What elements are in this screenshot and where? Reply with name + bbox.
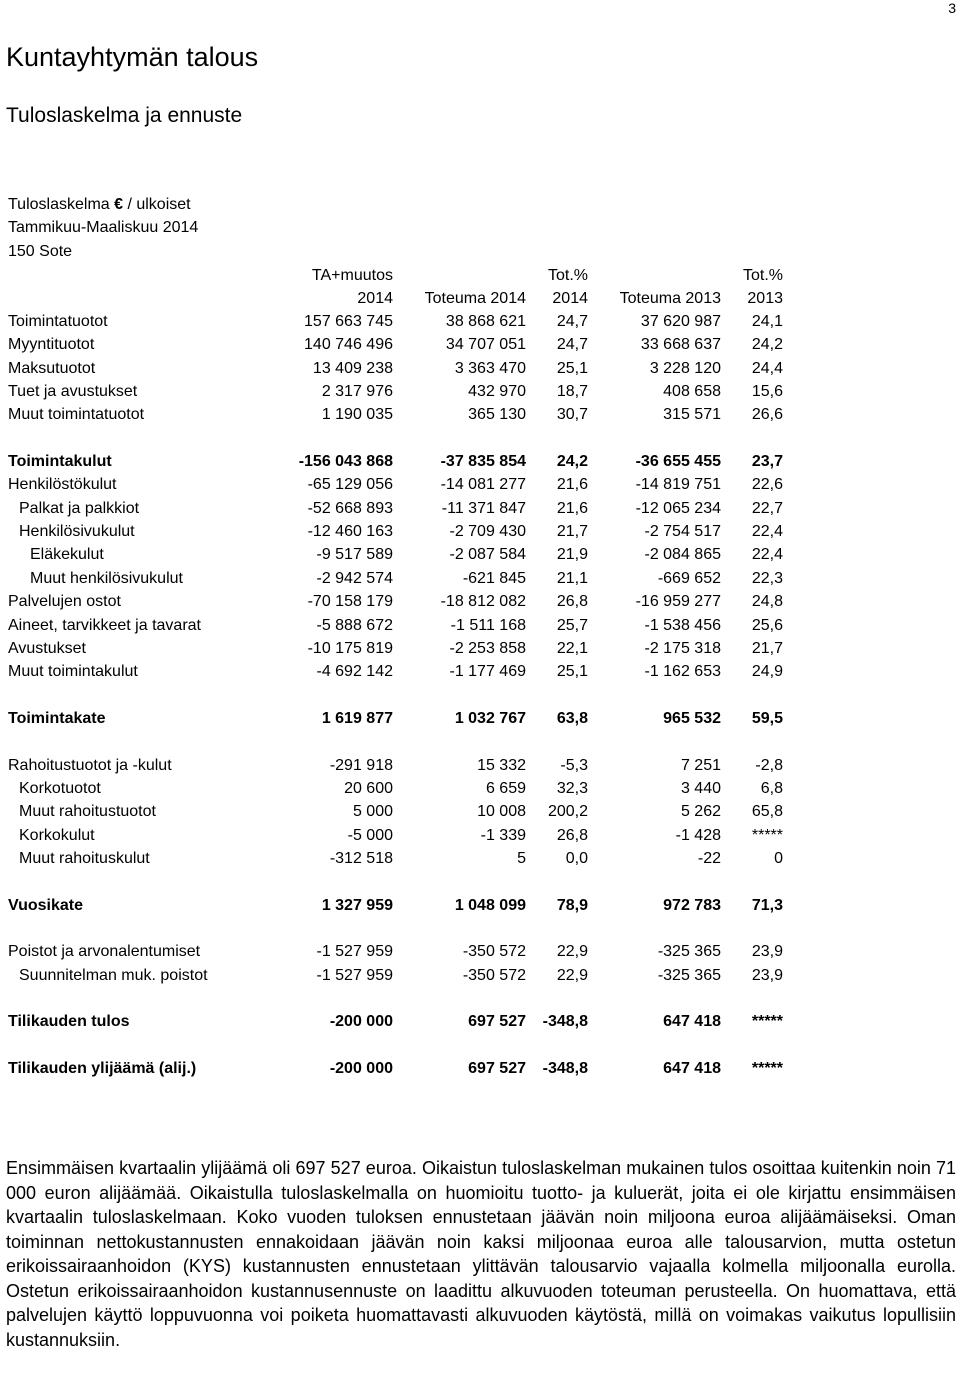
row-value: 7 251 — [680, 757, 721, 774]
row-value: 26,8 — [556, 827, 588, 844]
row-value: -1 428 — [675, 827, 721, 844]
table-row — [0, 847, 960, 870]
row-value: -37 835 854 — [440, 453, 526, 470]
row-value: 59,5 — [751, 710, 783, 727]
row-value: -11 371 847 — [441, 500, 526, 517]
row-value: -325 365 — [657, 943, 721, 960]
row-value: 3 228 120 — [649, 360, 721, 377]
row-value: 647 418 — [663, 1013, 721, 1030]
table-row — [0, 520, 960, 543]
row-label: Myyntituotot — [8, 336, 95, 353]
row-value: 37 620 987 — [640, 313, 721, 330]
row-value: 157 663 745 — [304, 313, 393, 330]
row-label: Tilikauden ylijäämä (alij.) — [8, 1060, 197, 1077]
row-label: Palkat ja palkkiot — [19, 500, 140, 517]
row-value: -2 754 517 — [644, 523, 721, 540]
row-value: 24,4 — [751, 360, 783, 377]
row-value: 5 262 — [680, 803, 721, 820]
row-value: 408 658 — [663, 383, 721, 400]
narrative-text: Ensimmäisen kvartaalin ylijäämä oli 697 527 euroa. Oikaistun tuloslaskelman mukainen tulos osoittaa kuitenkin noin 71 000 euron alijäämää. Oikaistulla tuloslaskelmalla on huomioitu tuotto- ja kuluerät, joita ei ole kirjattu ensimmäisen kvartaalin tuloslaskelmaan. Koko vuoden tuloksen ennustetaan jäävän noin miljoona euroa alijäämäiseksi. Oman toiminnan nettokustannusten ennakoidaan jäävän noin kaksi miljoonaa euroa alle talousarvion, mutta ostetun erikoissairaanhoidon (KYS) kustannusten ennustetaan ylittävän talousarvio vajaalla kolmella miljoonalla eurolla. Ostetun erikoissairaanhoidon kustannusennuste on laadittu alkuvuoden toteuman perusteella. On huomattava, että palvelujen käyttö loppuvuonna voi poiketa huomattavasti alkuvuoden käytöstä, millä on voimakas vaikutus lopullisiin kustannuksiin. — [6, 1158, 956, 1350]
row-value: -5 888 672 — [316, 617, 393, 634]
table-row — [0, 543, 960, 566]
table-row — [0, 380, 960, 403]
row-value: 200,2 — [547, 803, 588, 820]
table-row — [0, 567, 960, 590]
euro-icon: € — [114, 196, 124, 213]
row-value: -2 084 865 — [644, 546, 721, 563]
row-value: -2 942 574 — [316, 570, 393, 587]
row-value: 2 317 976 — [321, 383, 393, 400]
row-value: 38 868 621 — [445, 313, 526, 330]
row-value: 22,6 — [751, 476, 783, 493]
row-value: 24,7 — [556, 336, 588, 353]
table-row — [0, 824, 960, 847]
row-value: 0,0 — [565, 850, 588, 867]
column-header: 2014 — [357, 290, 393, 307]
row-value: 22,4 — [751, 523, 783, 540]
row-value: 26,8 — [556, 593, 588, 610]
row-value: 26,6 — [751, 406, 783, 423]
row-value: 6,8 — [760, 780, 783, 797]
row-value: 23,9 — [751, 967, 783, 984]
table-row — [0, 473, 960, 496]
table-row — [0, 357, 960, 380]
row-label: Suunnitelman muk. poistot — [19, 967, 208, 984]
row-value: 24,9 — [751, 663, 783, 680]
row-value: 24,2 — [556, 453, 588, 470]
row-value: 972 783 — [663, 897, 721, 914]
table-row — [0, 403, 960, 426]
table-row — [0, 800, 960, 823]
row-value: 25,7 — [556, 617, 588, 634]
row-value: -16 959 277 — [635, 593, 721, 610]
row-value: 78,9 — [556, 897, 588, 914]
row-label: Muut toimintatuotot — [8, 406, 145, 423]
row-value: -70 158 179 — [307, 593, 393, 610]
column-header: Tot.% — [742, 267, 783, 284]
row-value: 3 363 470 — [454, 360, 526, 377]
row-value: -348,8 — [542, 1060, 588, 1077]
row-value: 24,1 — [751, 313, 783, 330]
table-row — [0, 660, 960, 683]
table-row — [0, 940, 960, 963]
row-value: 1 327 959 — [321, 897, 393, 914]
row-label: Muut rahoitustuotot — [19, 803, 156, 820]
row-value: 140 746 496 — [304, 336, 393, 353]
row-value: 15,6 — [751, 383, 783, 400]
row-value: 65,8 — [751, 803, 783, 820]
table-row — [0, 333, 960, 356]
row-label: Palvelujen ostot — [8, 593, 121, 610]
table-row — [0, 1057, 960, 1080]
row-value: 21,6 — [556, 476, 588, 493]
row-label: Rahoitustuotot ja -kulut — [8, 757, 172, 774]
row-value: -2,8 — [755, 757, 783, 774]
row-value: 1 048 099 — [454, 897, 526, 914]
row-value: 21,6 — [556, 500, 588, 517]
row-value: -2 087 584 — [449, 546, 526, 563]
row-value: 10 008 — [477, 803, 526, 820]
row-label: Vuosikate — [8, 897, 83, 914]
row-value: 965 532 — [663, 710, 721, 727]
section-title: Tuloslaskelma ja ennuste — [6, 104, 243, 127]
row-value: 23,9 — [751, 943, 783, 960]
row-value: 63,8 — [556, 710, 588, 727]
report-unit: 150 Sote — [8, 243, 73, 260]
row-label: Toimintakate — [8, 710, 106, 727]
column-header: TA+muutos — [311, 267, 393, 284]
row-value: 24,7 — [556, 313, 588, 330]
row-value: 25,1 — [556, 360, 588, 377]
row-value: 30,7 — [556, 406, 588, 423]
row-value: 315 571 — [663, 406, 721, 423]
row-value: -65 129 056 — [307, 476, 393, 493]
row-value: -1 538 456 — [644, 617, 721, 634]
row-label: Eläkekulut — [30, 546, 104, 563]
row-label: Henkilöstökulut — [8, 476, 117, 493]
row-value: 5 000 — [352, 803, 393, 820]
row-value: -1 162 653 — [644, 663, 721, 680]
row-value: -1 527 959 — [316, 943, 393, 960]
row-value: -325 365 — [657, 967, 721, 984]
column-header: Toteuma 2014 — [424, 290, 526, 307]
row-value: 5 — [517, 850, 526, 867]
table-row — [0, 1010, 960, 1033]
row-value: 32,3 — [556, 780, 588, 797]
column-header: 2014 — [552, 290, 588, 307]
row-label: Toimintakulut — [8, 453, 112, 470]
row-value: -18 812 082 — [440, 593, 526, 610]
table-row — [0, 707, 960, 730]
row-value: -12 460 163 — [307, 523, 393, 540]
row-value: 365 130 — [468, 406, 526, 423]
row-value: 0 — [774, 850, 783, 867]
row-label: Tuet ja avustukset — [8, 383, 138, 400]
row-value: -14 819 751 — [635, 476, 721, 493]
row-value: 22,4 — [751, 546, 783, 563]
row-value: -291 918 — [329, 757, 393, 774]
row-value: -2 175 318 — [644, 640, 721, 657]
column-header: Tot.% — [547, 267, 588, 284]
table-row — [0, 450, 960, 473]
row-label: Avustukset — [8, 640, 86, 657]
table-row — [0, 590, 960, 613]
row-value: 25,1 — [556, 663, 588, 680]
row-value: 33 668 637 — [640, 336, 721, 353]
row-value: 34 707 051 — [445, 336, 526, 353]
row-value: ***** — [751, 1013, 783, 1030]
row-value: 22,9 — [556, 967, 588, 984]
table-row — [0, 777, 960, 800]
row-value: 432 970 — [468, 383, 526, 400]
row-value: 1 032 767 — [454, 710, 526, 727]
row-value: 22,1 — [556, 640, 588, 657]
table-row — [0, 497, 960, 520]
row-label: Muut rahoituskulut — [19, 850, 150, 867]
row-value: -312 518 — [329, 850, 393, 867]
table-row — [0, 637, 960, 660]
row-value: 21,9 — [556, 546, 588, 563]
row-label: Muut henkilösivukulut — [30, 570, 183, 587]
page-title: Kuntayhtymän talous — [6, 42, 259, 72]
table-row — [0, 894, 960, 917]
report-label-suffix: / ulkoiset — [123, 196, 191, 213]
page-number: 3 — [948, 0, 956, 16]
row-value: 21,7 — [751, 640, 783, 657]
row-value: -5 000 — [347, 827, 393, 844]
row-value: -14 081 277 — [440, 476, 526, 493]
table-header-row — [0, 264, 960, 287]
row-value: 3 440 — [680, 780, 721, 797]
row-value: 20 600 — [344, 780, 393, 797]
row-value: -350 572 — [462, 967, 526, 984]
row-value: -669 652 — [657, 570, 721, 587]
row-value: -1 527 959 — [316, 967, 393, 984]
row-label: Tilikauden tulos — [8, 1013, 130, 1030]
row-value: -1 511 168 — [450, 617, 526, 634]
table-row — [0, 964, 960, 987]
row-value: 15 332 — [477, 757, 526, 774]
row-value: -2 253 858 — [449, 640, 526, 657]
row-value: -156 043 868 — [298, 453, 393, 470]
row-value: -22 — [697, 850, 721, 867]
row-value: -200 000 — [329, 1060, 393, 1077]
row-value: -621 845 — [462, 570, 526, 587]
row-label: Poistot ja arvonalentumiset — [8, 943, 201, 960]
table-header-row — [0, 287, 960, 310]
row-value: -10 175 819 — [307, 640, 393, 657]
row-value: 21,7 — [556, 523, 588, 540]
row-value: 1 619 877 — [321, 710, 393, 727]
report-label-prefix: Tuloslaskelma — [8, 196, 115, 213]
row-value: -350 572 — [462, 943, 526, 960]
column-header: 2013 — [747, 290, 783, 307]
row-value: 21,1 — [556, 570, 588, 587]
row-value: -52 668 893 — [307, 500, 393, 517]
row-value: -4 692 142 — [316, 663, 393, 680]
row-value: ***** — [751, 827, 783, 844]
row-value: 697 527 — [468, 1060, 526, 1077]
row-value: 13 409 238 — [312, 360, 393, 377]
row-value: -348,8 — [542, 1013, 588, 1030]
row-value: 22,7 — [751, 500, 783, 517]
row-value: 18,7 — [556, 383, 588, 400]
row-value: -2 709 430 — [449, 523, 526, 540]
row-value: 23,7 — [751, 453, 783, 470]
row-value: 22,3 — [751, 570, 783, 587]
row-value: -9 517 589 — [316, 546, 393, 563]
row-value: 697 527 — [468, 1013, 526, 1030]
row-value: 25,6 — [751, 617, 783, 634]
row-value: 1 190 035 — [321, 406, 393, 423]
row-label: Toimintatuotot — [8, 313, 108, 330]
row-value: -12 065 234 — [635, 500, 721, 517]
row-value: 71,3 — [751, 897, 783, 914]
row-label: Korkotuotot — [19, 780, 101, 797]
row-label: Muut toimintakulut — [8, 663, 138, 680]
report-label — [8, 193, 191, 217]
report-period: Tammikuu-Maaliskuu 2014 — [8, 219, 199, 236]
row-label: Henkilösivukulut — [19, 523, 135, 540]
row-label: Maksutuotot — [8, 360, 96, 377]
column-header: Toteuma 2013 — [619, 290, 721, 307]
row-value: -200 000 — [329, 1013, 393, 1030]
table-row — [0, 310, 960, 333]
row-value: 22,9 — [556, 943, 588, 960]
row-value: -5,3 — [560, 757, 588, 774]
table-row — [0, 754, 960, 777]
row-value: 647 418 — [663, 1060, 721, 1077]
row-label: Aineet, tarvikkeet ja tavarat — [8, 617, 201, 634]
row-value: 6 659 — [485, 780, 526, 797]
row-label: Korkokulut — [19, 827, 95, 844]
row-value: 24,2 — [751, 336, 783, 353]
row-value: -1 177 469 — [449, 663, 526, 680]
row-value: 24,8 — [751, 593, 783, 610]
row-value: -36 655 455 — [635, 453, 721, 470]
row-value: -1 339 — [480, 827, 526, 844]
table-row — [0, 614, 960, 637]
row-value: ***** — [751, 1060, 783, 1077]
